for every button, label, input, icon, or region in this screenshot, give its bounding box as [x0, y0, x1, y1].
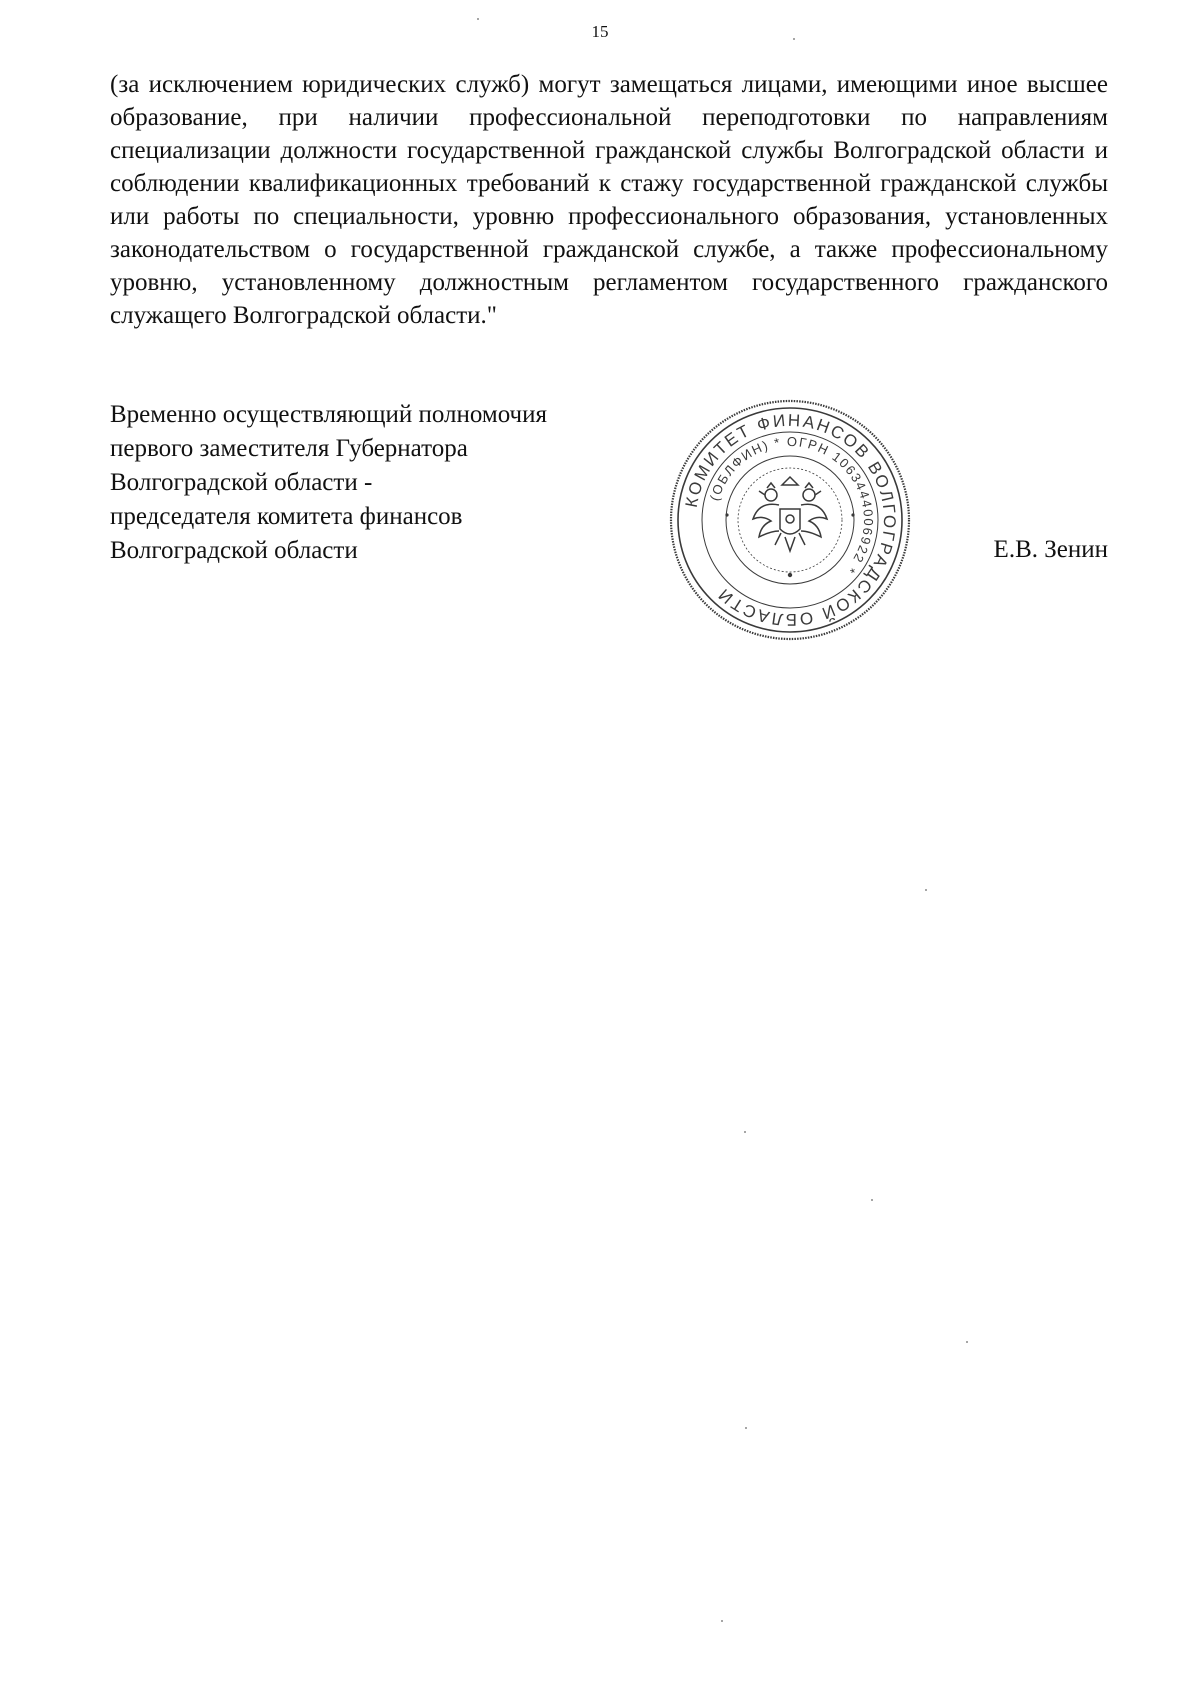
scan-speck [871, 1199, 873, 1201]
signer-position [110, 398, 630, 568]
scan-speck [793, 38, 795, 40]
signer-position-line: Волгоградской области - [110, 469, 373, 496]
scan-speck [966, 1341, 968, 1343]
scan-speck [477, 18, 479, 20]
signer-position-line: Временно осуществляющий полномочия [110, 401, 548, 428]
seal-inner-text: (ОБЛФИН) * ОГРН 1063444006922 * [706, 433, 877, 578]
body-paragraph: (за исключением юридических служб) могут замещаться лицами, имеющими иное высшее образование, при наличии профессиональной переподготовки по направлениям специализации должности государственной гражданской службы Волгоградской области и соблюдении квалификационных требований к стажу государственной гражданской службы или работы по специальности, уровню профессионального образования, установленных законодательством о государственной гражданской службе, а также профессиональному уровню, установленному должностным регламентом государственного гражданского служащего Волгоградской области." [110, 71, 1108, 329]
scan-speck [745, 1427, 747, 1429]
signer-name: Е.В. Зенин [993, 536, 1108, 563]
scan-speck [721, 1620, 723, 1622]
signer-position-line: первого заместителя Губернатора [110, 435, 468, 462]
signer-position-line: Волгоградской области [110, 537, 358, 564]
seal-outer-text: КОМИТЕТ ФИНАНСОВ ВОЛГОГРАДСКОЙ ОБЛАСТИ [681, 410, 900, 630]
scan-speck [925, 889, 927, 891]
signer-position-line: председателя комитета финансов [110, 503, 463, 530]
scan-speck [744, 1131, 746, 1133]
official-seal [667, 397, 913, 643]
page-number: 15 [591, 22, 609, 41]
double-headed-eagle-icon [753, 477, 827, 551]
